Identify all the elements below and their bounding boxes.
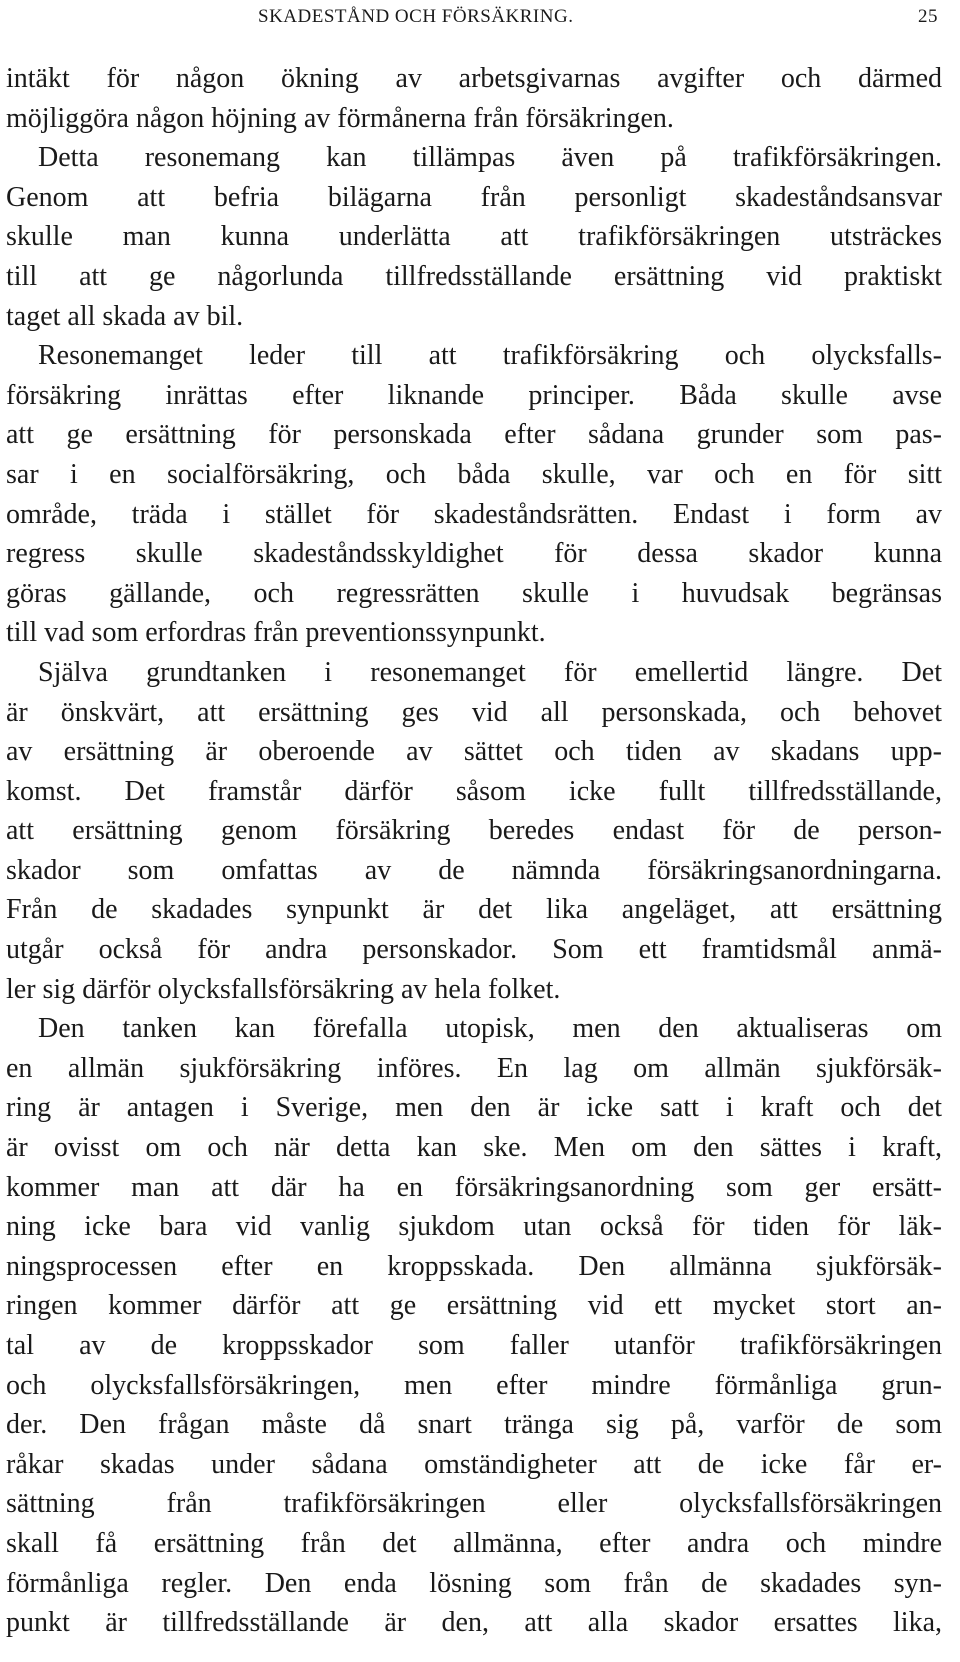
text-line: och olycksfallsförsäkringen, men efter mindre förmånliga grun- — [6, 1369, 942, 1401]
text-line: Från de skadades synpunkt är det lika angeläget, att ersättning — [6, 894, 942, 926]
text-line: en allmän sjukförsäkring införes. En lag om allmän sjukförsäk- — [6, 1052, 942, 1084]
text-line: tal av de kroppsskador som faller utanför trafikförsäkringen — [6, 1330, 942, 1361]
text-line: är ovisst om och när detta kan ske. Men om den sättes i kraft, — [6, 1132, 942, 1164]
text-line: Resonemanget leder till att trafikförsäkring och olycksfalls- — [38, 340, 942, 372]
text-line: regress skulle skadeståndsskyldighet för dessa skador kunna — [6, 538, 942, 570]
text-line: av ersättning är oberoende av sättet och tiden av skadans upp- — [6, 736, 942, 768]
text-line: försäkring inrättas efter liknande principer. Båda skulle avse — [6, 379, 942, 411]
text-line: intäkt för någon ökning av arbetsgivarnas avgifter och därmed — [6, 63, 942, 94]
text-line: skall få ersättning från det allmänna, efter andra och mindre — [6, 1527, 942, 1559]
text-line: möjliggöra någon höjning av förmånerna från försäkringen. — [6, 102, 674, 134]
text-line: komst. Det framstår därför såsom icke fullt tillfredsställande, — [6, 775, 942, 807]
body-text — [6, 59, 942, 1643]
text-line: förmånliga regler. Den enda lösning som från de skadades syn- — [6, 1567, 942, 1599]
text-line: skulle man kunna underlätta att trafikförsäkringen utsträckes — [6, 221, 942, 253]
text-line: punkt är tillfredsställande är den, att alla skador ersattes lika, — [6, 1607, 942, 1639]
text-line: ler sig därför olycksfallsförsäkring av hela folket. — [6, 973, 561, 1005]
text-line: Själva grundtanken i resonemanget för emellertid längre. Det — [38, 656, 942, 688]
text-line: göras gällande, och regressrätten skulle i huvudsak begränsas — [6, 577, 942, 609]
text-line: sättning från trafikförsäkringen eller olycksfallsförsäkringen — [6, 1488, 942, 1520]
text-line: ning icke bara vid vanlig sjukdom utan också för tiden för läk- — [6, 1211, 942, 1243]
header-title: SKADESTÅND OCH FÖRSÄKRING. — [258, 6, 574, 27]
text-line: kommer man att där ha en försäkringsanordning som ger ersätt- — [6, 1171, 942, 1203]
text-line: att ersättning genom försäkring beredes endast för de person- — [6, 815, 942, 847]
text-line: der. Den frågan måste då snart tränga sig på, varför de som — [6, 1409, 942, 1441]
text-line: sar i en socialförsäkring, och båda skulle, var och en för sitt — [6, 458, 942, 490]
page-number: 25 — [918, 6, 938, 27]
text-line: är önskvärt, att ersättning ges vid all personskada, och behovet — [6, 696, 942, 728]
text-line: utgår också för andra personskador. Som ett framtidsmål anmä- — [6, 934, 942, 966]
text-line: Den tanken kan förefalla utopisk, men den aktualiseras om — [38, 1013, 942, 1045]
running-header — [0, 6, 960, 36]
text-line: ningsprocessen efter en kroppsskada. Den allmänna sjukförsäk- — [6, 1250, 942, 1282]
text-line: ringen kommer därför att ge ersättning vid ett mycket stort an- — [6, 1290, 942, 1322]
text-line: taget all skada av bil. — [6, 300, 244, 332]
text-line: råkar skadas under sådana omständigheter att de icke får er- — [6, 1448, 942, 1480]
text-line: område, träda i stället för skadeståndsrätten. Endast i form av — [6, 498, 942, 530]
text-line: ring är antagen i Sverige, men den är icke satt i kraft och det — [6, 1092, 942, 1124]
text-line: till att ge någorlunda tillfredsställande ersättning vid praktiskt — [6, 260, 942, 292]
text-line: Detta resonemang kan tillämpas även på trafikförsäkringen. — [38, 142, 942, 174]
text-line: att ge ersättning för personskada efter sådana grunder som pas- — [6, 419, 942, 451]
text-line: Genom att befria bilägarna från personligt skadeståndsansvar — [6, 181, 942, 213]
text-line: till vad som erfordras från preventionssynpunkt. — [6, 617, 546, 649]
text-line: skador som omfattas av de nämnda försäkringsanordningarna. — [6, 854, 942, 886]
